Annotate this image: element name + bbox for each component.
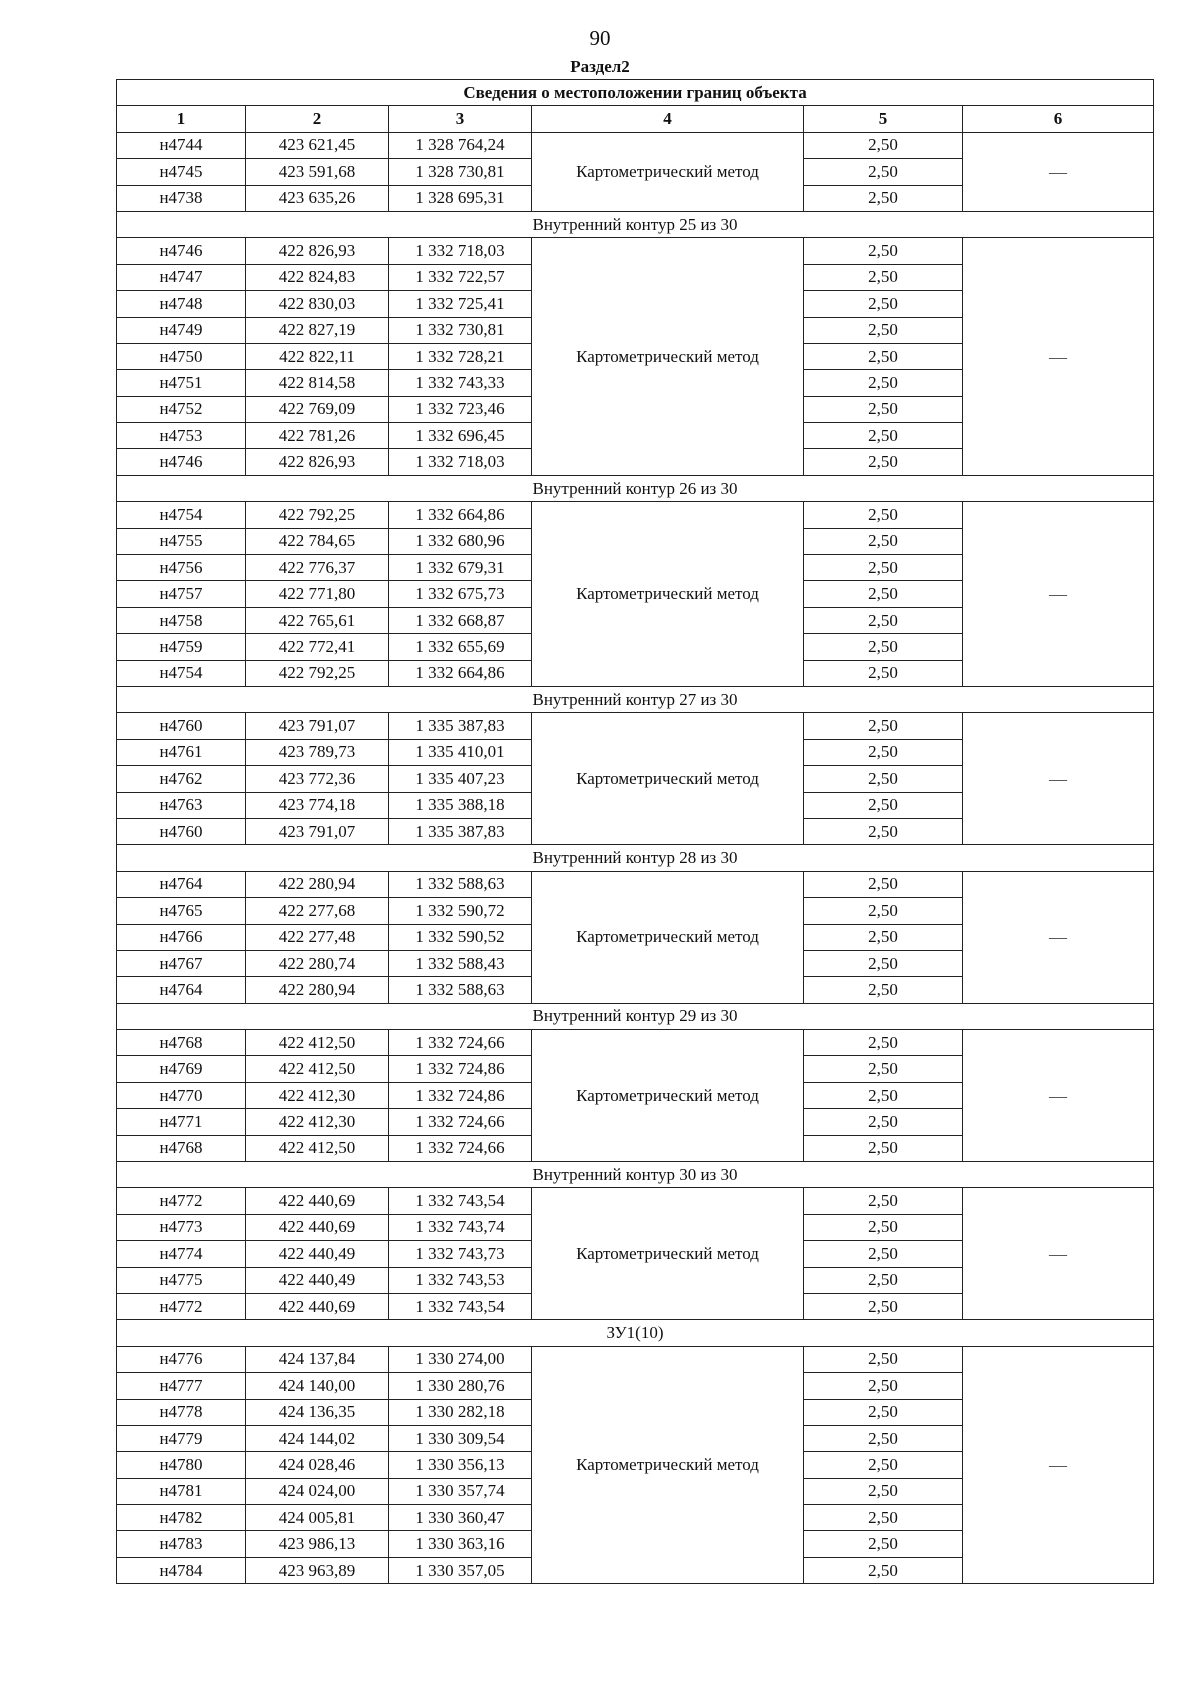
contour-header-row [117, 1003, 1154, 1029]
y-coordinate-cell: 1 332 743,33 [389, 370, 532, 396]
x-coordinate-cell: 422 824,83 [246, 264, 389, 290]
y-coordinate-cell: 1 330 282,18 [389, 1399, 532, 1425]
column-header: 1 [117, 106, 246, 132]
x-coordinate-cell: 422 822,11 [246, 343, 389, 369]
point-name-cell: н4754 [117, 502, 246, 528]
y-coordinate-cell: 1 335 407,23 [389, 766, 532, 792]
accuracy-cell: 2,50 [804, 1425, 963, 1451]
point-name-cell: н4744 [117, 132, 246, 158]
y-coordinate-cell: 1 332 724,66 [389, 1030, 532, 1056]
accuracy-cell: 2,50 [804, 1056, 963, 1082]
y-coordinate-cell: 1 332 718,03 [389, 238, 532, 264]
table-row [117, 1030, 1154, 1056]
x-coordinate-cell: 422 280,74 [246, 950, 389, 976]
column-header: 5 [804, 106, 963, 132]
y-coordinate-cell: 1 335 388,18 [389, 792, 532, 818]
contour-label: Внутренний контур 30 из 30 [117, 1162, 1154, 1188]
y-coordinate-cell: 1 330 357,74 [389, 1478, 532, 1504]
x-coordinate-cell: 424 136,35 [246, 1399, 389, 1425]
y-coordinate-cell: 1 332 655,69 [389, 634, 532, 660]
y-coordinate-cell: 1 332 724,86 [389, 1082, 532, 1108]
point-name-cell: н4758 [117, 607, 246, 633]
x-coordinate-cell: 422 412,50 [246, 1056, 389, 1082]
table-row [117, 1346, 1154, 1372]
x-coordinate-cell: 422 772,41 [246, 634, 389, 660]
y-coordinate-cell: 1 328 730,81 [389, 159, 532, 185]
y-coordinate-cell: 1 330 280,76 [389, 1373, 532, 1399]
point-name-cell: н4770 [117, 1082, 246, 1108]
y-coordinate-cell: 1 328 695,31 [389, 185, 532, 211]
x-coordinate-cell: 422 830,03 [246, 291, 389, 317]
x-coordinate-cell: 422 765,61 [246, 607, 389, 633]
x-coordinate-cell: 423 986,13 [246, 1531, 389, 1557]
method-cell: Картометрический метод [532, 502, 804, 687]
accuracy-cell: 2,50 [804, 1135, 963, 1161]
x-coordinate-cell: 422 440,69 [246, 1214, 389, 1240]
y-coordinate-cell: 1 332 743,74 [389, 1214, 532, 1240]
point-name-cell: н4765 [117, 898, 246, 924]
point-name-cell: н4784 [117, 1557, 246, 1583]
x-coordinate-cell: 423 621,45 [246, 132, 389, 158]
x-coordinate-cell: 422 814,58 [246, 370, 389, 396]
table-row [117, 132, 1154, 158]
accuracy-cell: 2,50 [804, 924, 963, 950]
accuracy-cell: 2,50 [804, 291, 963, 317]
accuracy-cell: 2,50 [804, 1346, 963, 1372]
accuracy-cell: 2,50 [804, 1188, 963, 1214]
point-name-cell: н4768 [117, 1030, 246, 1056]
column-6-cell: — [963, 713, 1154, 845]
y-coordinate-cell: 1 330 363,16 [389, 1531, 532, 1557]
x-coordinate-cell: 423 774,18 [246, 792, 389, 818]
method-cell: Картометрический метод [532, 713, 804, 845]
contour-label: ЗУ1(10) [117, 1320, 1154, 1346]
accuracy-cell: 2,50 [804, 238, 963, 264]
x-coordinate-cell: 422 277,48 [246, 924, 389, 950]
point-name-cell: н4755 [117, 528, 246, 554]
column-6-cell: — [963, 1346, 1154, 1584]
x-coordinate-cell: 423 635,26 [246, 185, 389, 211]
accuracy-cell: 2,50 [804, 634, 963, 660]
x-coordinate-cell: 424 024,00 [246, 1478, 389, 1504]
column-6-cell: — [963, 132, 1154, 211]
method-cell: Картометрический метод [532, 238, 804, 476]
y-coordinate-cell: 1 332 718,03 [389, 449, 532, 475]
y-coordinate-cell: 1 332 722,57 [389, 264, 532, 290]
point-name-cell: н4771 [117, 1109, 246, 1135]
point-name-cell: н4769 [117, 1056, 246, 1082]
x-coordinate-cell: 422 827,19 [246, 317, 389, 343]
accuracy-cell: 2,50 [804, 1478, 963, 1504]
point-name-cell: н4756 [117, 555, 246, 581]
accuracy-cell: 2,50 [804, 660, 963, 686]
contour-label: Внутренний контур 29 из 30 [117, 1003, 1154, 1029]
y-coordinate-cell: 1 332 588,43 [389, 950, 532, 976]
accuracy-cell: 2,50 [804, 370, 963, 396]
column-header: 3 [389, 106, 532, 132]
x-coordinate-cell: 424 005,81 [246, 1505, 389, 1531]
x-coordinate-cell: 422 440,49 [246, 1267, 389, 1293]
y-coordinate-cell: 1 330 309,54 [389, 1425, 532, 1451]
point-name-cell: н4754 [117, 660, 246, 686]
y-coordinate-cell: 1 328 764,24 [389, 132, 532, 158]
point-name-cell: н4777 [117, 1373, 246, 1399]
y-coordinate-cell: 1 332 743,73 [389, 1241, 532, 1267]
point-name-cell: н4762 [117, 766, 246, 792]
point-name-cell: н4776 [117, 1346, 246, 1372]
y-coordinate-cell: 1 330 356,13 [389, 1452, 532, 1478]
y-coordinate-cell: 1 332 743,54 [389, 1188, 532, 1214]
caption-row [117, 80, 1154, 106]
point-name-cell: н4783 [117, 1531, 246, 1557]
point-name-cell: н4767 [117, 950, 246, 976]
x-coordinate-cell: 423 791,07 [246, 713, 389, 739]
x-coordinate-cell: 422 280,94 [246, 977, 389, 1003]
accuracy-cell: 2,50 [804, 739, 963, 765]
y-coordinate-cell: 1 332 723,46 [389, 396, 532, 422]
table-row [117, 1188, 1154, 1214]
x-coordinate-cell: 422 771,80 [246, 581, 389, 607]
y-coordinate-cell: 1 330 360,47 [389, 1505, 532, 1531]
x-coordinate-cell: 422 769,09 [246, 396, 389, 422]
y-coordinate-cell: 1 332 730,81 [389, 317, 532, 343]
contour-header-row [117, 1320, 1154, 1346]
y-coordinate-cell: 1 332 588,63 [389, 871, 532, 897]
point-name-cell: н4753 [117, 423, 246, 449]
page-number: 90 [589, 26, 611, 50]
x-coordinate-cell: 422 826,93 [246, 238, 389, 264]
accuracy-cell: 2,50 [804, 132, 963, 158]
x-coordinate-cell: 422 412,50 [246, 1135, 389, 1161]
y-coordinate-cell: 1 332 668,87 [389, 607, 532, 633]
point-name-cell: н4775 [117, 1267, 246, 1293]
point-name-cell: н4752 [117, 396, 246, 422]
y-coordinate-cell: 1 332 724,66 [389, 1109, 532, 1135]
point-name-cell: н4778 [117, 1399, 246, 1425]
x-coordinate-cell: 422 412,50 [246, 1030, 389, 1056]
y-coordinate-cell: 1 332 588,63 [389, 977, 532, 1003]
y-coordinate-cell: 1 332 696,45 [389, 423, 532, 449]
x-coordinate-cell: 422 792,25 [246, 660, 389, 686]
column-header-row [117, 106, 1154, 132]
point-name-cell: н4746 [117, 238, 246, 264]
x-coordinate-cell: 422 412,30 [246, 1109, 389, 1135]
x-coordinate-cell: 422 440,69 [246, 1188, 389, 1214]
x-coordinate-cell: 422 784,65 [246, 528, 389, 554]
x-coordinate-cell: 424 140,00 [246, 1373, 389, 1399]
accuracy-cell: 2,50 [804, 977, 963, 1003]
column-6-cell: — [963, 238, 1154, 476]
accuracy-cell: 2,50 [804, 264, 963, 290]
point-name-cell: н4768 [117, 1135, 246, 1161]
point-name-cell: н4748 [117, 291, 246, 317]
accuracy-cell: 2,50 [804, 871, 963, 897]
column-6-cell: — [963, 1030, 1154, 1162]
y-coordinate-cell: 1 332 743,53 [389, 1267, 532, 1293]
column-header: 2 [246, 106, 389, 132]
table-row [117, 502, 1154, 528]
contour-label: Внутренний контур 26 из 30 [117, 475, 1154, 501]
accuracy-cell: 2,50 [804, 1293, 963, 1319]
point-name-cell: н4763 [117, 792, 246, 818]
y-coordinate-cell: 1 332 590,72 [389, 898, 532, 924]
y-coordinate-cell: 1 335 387,83 [389, 818, 532, 844]
point-name-cell: н4780 [117, 1452, 246, 1478]
accuracy-cell: 2,50 [804, 1267, 963, 1293]
y-coordinate-cell: 1 332 743,54 [389, 1293, 532, 1319]
point-name-cell: н4774 [117, 1241, 246, 1267]
accuracy-cell: 2,50 [804, 343, 963, 369]
point-name-cell: н4760 [117, 713, 246, 739]
contour-label: Внутренний контур 25 из 30 [117, 211, 1154, 237]
column-6-cell: — [963, 1188, 1154, 1320]
point-name-cell: н4761 [117, 739, 246, 765]
x-coordinate-cell: 423 789,73 [246, 739, 389, 765]
contour-header-row [117, 1162, 1154, 1188]
y-coordinate-cell: 1 332 728,21 [389, 343, 532, 369]
contour-label: Внутренний контур 28 из 30 [117, 845, 1154, 871]
point-name-cell: н4764 [117, 871, 246, 897]
accuracy-cell: 2,50 [804, 555, 963, 581]
x-coordinate-cell: 422 776,37 [246, 555, 389, 581]
y-coordinate-cell: 1 332 590,52 [389, 924, 532, 950]
contour-label: Внутренний контур 27 из 30 [117, 686, 1154, 712]
point-name-cell: н4760 [117, 818, 246, 844]
method-cell: Картометрический метод [532, 132, 804, 211]
accuracy-cell: 2,50 [804, 502, 963, 528]
boundary-table [116, 79, 1154, 1584]
point-name-cell: н4773 [117, 1214, 246, 1240]
y-coordinate-cell: 1 330 357,05 [389, 1557, 532, 1583]
contour-header-row [117, 475, 1154, 501]
accuracy-cell: 2,50 [804, 1030, 963, 1056]
accuracy-cell: 2,50 [804, 898, 963, 924]
x-coordinate-cell: 423 591,68 [246, 159, 389, 185]
section-title: Раздел2 [570, 57, 630, 76]
y-coordinate-cell: 1 332 664,86 [389, 660, 532, 686]
accuracy-cell: 2,50 [804, 1109, 963, 1135]
x-coordinate-cell: 424 144,02 [246, 1425, 389, 1451]
accuracy-cell: 2,50 [804, 713, 963, 739]
accuracy-cell: 2,50 [804, 423, 963, 449]
x-coordinate-cell: 422 826,93 [246, 449, 389, 475]
x-coordinate-cell: 422 412,30 [246, 1082, 389, 1108]
method-cell: Картометрический метод [532, 871, 804, 1003]
point-name-cell: н4772 [117, 1188, 246, 1214]
accuracy-cell: 2,50 [804, 159, 963, 185]
point-name-cell: н4745 [117, 159, 246, 185]
point-name-cell: н4757 [117, 581, 246, 607]
x-coordinate-cell: 424 137,84 [246, 1346, 389, 1372]
table-row [117, 871, 1154, 897]
accuracy-cell: 2,50 [804, 1399, 963, 1425]
point-name-cell: н4738 [117, 185, 246, 211]
table-row [117, 713, 1154, 739]
method-cell: Картометрический метод [532, 1346, 804, 1584]
x-coordinate-cell: 422 277,68 [246, 898, 389, 924]
point-name-cell: н4772 [117, 1293, 246, 1319]
accuracy-cell: 2,50 [804, 950, 963, 976]
accuracy-cell: 2,50 [804, 317, 963, 343]
accuracy-cell: 2,50 [804, 1452, 963, 1478]
point-name-cell: н4782 [117, 1505, 246, 1531]
accuracy-cell: 2,50 [804, 607, 963, 633]
column-header: 6 [963, 106, 1154, 132]
point-name-cell: н4750 [117, 343, 246, 369]
table-body [117, 132, 1154, 1583]
y-coordinate-cell: 1 332 724,86 [389, 1056, 532, 1082]
point-name-cell: н4749 [117, 317, 246, 343]
table-caption: Сведения о местоположении границ объекта [117, 80, 1154, 106]
x-coordinate-cell: 422 440,69 [246, 1293, 389, 1319]
point-name-cell: н4764 [117, 977, 246, 1003]
column-6-cell: — [963, 502, 1154, 687]
accuracy-cell: 2,50 [804, 581, 963, 607]
accuracy-cell: 2,50 [804, 1082, 963, 1108]
y-coordinate-cell: 1 332 725,41 [389, 291, 532, 317]
x-coordinate-cell: 423 963,89 [246, 1557, 389, 1583]
accuracy-cell: 2,50 [804, 818, 963, 844]
point-name-cell: н4759 [117, 634, 246, 660]
point-name-cell: н4747 [117, 264, 246, 290]
x-coordinate-cell: 422 781,26 [246, 423, 389, 449]
method-cell: Картометрический метод [532, 1188, 804, 1320]
point-name-cell: н4751 [117, 370, 246, 396]
y-coordinate-cell: 1 332 680,96 [389, 528, 532, 554]
y-coordinate-cell: 1 332 724,66 [389, 1135, 532, 1161]
x-coordinate-cell: 422 280,94 [246, 871, 389, 897]
accuracy-cell: 2,50 [804, 396, 963, 422]
y-coordinate-cell: 1 332 664,86 [389, 502, 532, 528]
y-coordinate-cell: 1 332 679,31 [389, 555, 532, 581]
accuracy-cell: 2,50 [804, 792, 963, 818]
table-row [117, 238, 1154, 264]
x-coordinate-cell: 424 028,46 [246, 1452, 389, 1478]
accuracy-cell: 2,50 [804, 1214, 963, 1240]
accuracy-cell: 2,50 [804, 1557, 963, 1583]
contour-header-row [117, 211, 1154, 237]
x-coordinate-cell: 422 792,25 [246, 502, 389, 528]
accuracy-cell: 2,50 [804, 1373, 963, 1399]
point-name-cell: н4779 [117, 1425, 246, 1451]
y-coordinate-cell: 1 335 387,83 [389, 713, 532, 739]
accuracy-cell: 2,50 [804, 1505, 963, 1531]
contour-header-row [117, 686, 1154, 712]
accuracy-cell: 2,50 [804, 1241, 963, 1267]
y-coordinate-cell: 1 330 274,00 [389, 1346, 532, 1372]
point-name-cell: н4781 [117, 1478, 246, 1504]
method-cell: Картометрический метод [532, 1030, 804, 1162]
x-coordinate-cell: 423 772,36 [246, 766, 389, 792]
accuracy-cell: 2,50 [804, 1531, 963, 1557]
accuracy-cell: 2,50 [804, 449, 963, 475]
y-coordinate-cell: 1 335 410,01 [389, 739, 532, 765]
x-coordinate-cell: 423 791,07 [246, 818, 389, 844]
point-name-cell: н4766 [117, 924, 246, 950]
accuracy-cell: 2,50 [804, 528, 963, 554]
point-name-cell: н4746 [117, 449, 246, 475]
accuracy-cell: 2,50 [804, 185, 963, 211]
y-coordinate-cell: 1 332 675,73 [389, 581, 532, 607]
column-header: 4 [532, 106, 804, 132]
column-6-cell: — [963, 871, 1154, 1003]
contour-header-row [117, 845, 1154, 871]
x-coordinate-cell: 422 440,49 [246, 1241, 389, 1267]
accuracy-cell: 2,50 [804, 766, 963, 792]
